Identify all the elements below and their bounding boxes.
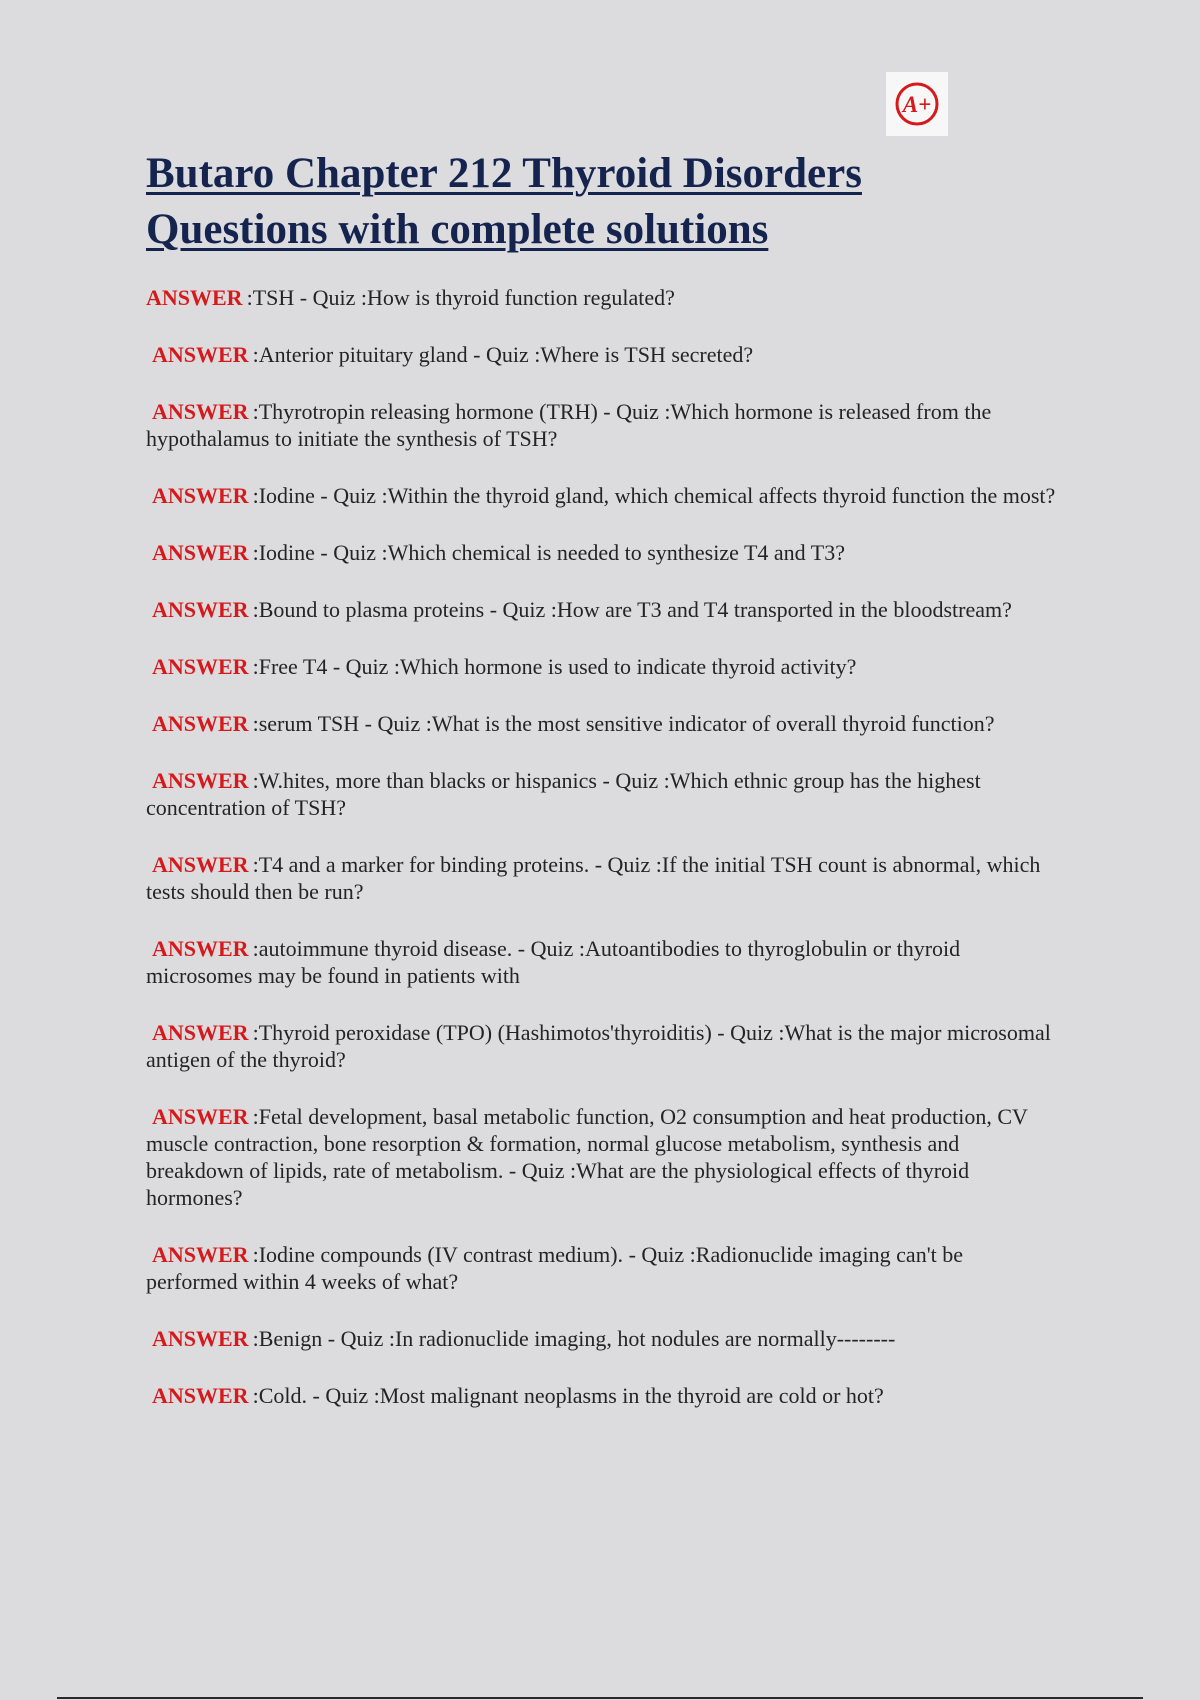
answer-text: Anterior pituitary gland <box>258 342 468 367</box>
answer-text: Iodine compounds (IV contrast medium). <box>258 1242 624 1267</box>
grade-logo <box>886 72 948 136</box>
answer-text: TSH <box>252 285 295 310</box>
qa-item: ANSWER :Fetal development, basal metabolic function, O2 consumption and heat production, CV muscle contraction, bone resorption & formation, normal glucose metabolism, synthesis and breakdown of lipids, rate of metabolism. - Quiz :What are the physiological effects of thyroid hormones? <box>146 1104 1028 1210</box>
answer-label: ANSWER <box>146 285 243 310</box>
quiz-text: In radionuclide imaging, hot nodules are normally-------- <box>394 1326 896 1351</box>
qa-item: ANSWER :T4 and a marker for binding proteins. - Quiz :If the initial TSH count is abnormal, which tests should then be run? <box>146 852 1041 904</box>
quiz-text: What is the most sensitive indicator of overall thyroid function? <box>431 711 995 736</box>
answer-text: Free T4 <box>258 654 328 679</box>
answer-label: ANSWER <box>152 597 249 622</box>
answer-label: ANSWER <box>152 540 249 565</box>
qa-item: ANSWER :Iodine compounds (IV contrast medium). - Quiz :Radionuclide imaging can't be performed within 4 weeks of what? <box>146 1242 964 1294</box>
qa-item: ANSWER :Bound to plasma proteins - Quiz :How are T3 and T4 transported in the bloodstream? <box>152 597 1012 622</box>
quiz-text: What is the major microsomal antigen of the thyroid? <box>146 1020 1051 1072</box>
answer-text: Thyroid peroxidase (TPO) (Hashimotos'thyroiditis) <box>258 1020 712 1045</box>
title-line-2: Questions with complete solutions <box>146 206 769 253</box>
answer-label: ANSWER <box>152 1326 249 1351</box>
answer-label: ANSWER <box>152 399 249 424</box>
answer-label: ANSWER <box>152 936 249 961</box>
logo-text: A+ <box>902 92 932 117</box>
answer-label: ANSWER <box>152 711 249 736</box>
quiz-text: Which chemical is needed to synthesize T4 and T3? <box>387 540 845 565</box>
answer-text: Fetal development, basal metabolic function, O2 consumption and heat production, CV muscle contraction, bone resorption & formation, normal glucose metabolism, synthesis and breakdown of lipids, rate of metabolism. <box>146 1104 1028 1183</box>
qa-item: ANSWER :W.hites, more than blacks or hispanics - Quiz :Which ethnic group has the highest concentration of TSH? <box>146 768 981 820</box>
title-line-1: Butaro Chapter 212 Thyroid Disorders <box>146 150 862 197</box>
qa-item: ANSWER :Cold. - Quiz :Most malignant neoplasms in the thyroid are cold or hot? <box>152 1383 884 1408</box>
answer-label: ANSWER <box>152 1242 249 1267</box>
quiz-text: How are T3 and T4 transported in the bloodstream? <box>556 597 1012 622</box>
answer-label: ANSWER <box>152 1383 249 1408</box>
footer-rule <box>57 1697 1143 1699</box>
quiz-text: Which hormone is used to indicate thyroid activity? <box>400 654 857 679</box>
qa-item: ANSWER :serum TSH - Quiz :What is the most sensitive indicator of overall thyroid function? <box>152 711 995 736</box>
answer-label: ANSWER <box>152 768 249 793</box>
quiz-text: Within the thyroid gland, which chemical affects thyroid function the most? <box>387 483 1056 508</box>
page-title <box>146 146 1056 258</box>
qa-item: ANSWER :Thyrotropin releasing hormone (TRH) - Quiz :Which hormone is released from the hypothalamus to initiate the synthesis of TSH? <box>146 399 992 451</box>
qa-item: ANSWER :Iodine - Quiz :Which chemical is needed to synthesize T4 and T3? <box>152 540 845 565</box>
answer-label: ANSWER <box>152 342 249 367</box>
answer-text: Bound to plasma proteins <box>258 597 485 622</box>
qa-list <box>146 284 1056 1409</box>
answer-label: ANSWER <box>152 1020 249 1045</box>
quiz-text: Which hormone is released from the hypothalamus to initiate the synthesis of TSH? <box>146 399 992 451</box>
quiz-text: Radionuclide imaging can't be performed within 4 weeks of what? <box>146 1242 964 1294</box>
quiz-text: What are the physiological effects of thyroid hormones? <box>146 1158 970 1210</box>
answer-text: Thyrotropin releasing hormone (TRH) <box>258 399 598 424</box>
answer-text: Cold. <box>258 1383 307 1408</box>
quiz-text: How is thyroid function regulated? <box>366 285 675 310</box>
answer-text: Benign <box>258 1326 323 1351</box>
qa-item: ANSWER :Iodine - Quiz :Within the thyroid gland, which chemical affects thyroid function the most? <box>152 483 1056 508</box>
answer-label: ANSWER <box>152 654 249 679</box>
quiz-text: Autoantibodies to thyroglobulin or thyroid microsomes may be found in patients with <box>146 936 961 988</box>
answer-label: ANSWER <box>152 1104 249 1129</box>
qa-item: ANSWER :Benign - Quiz :In radionuclide imaging, hot nodules are normally-------- <box>152 1326 896 1351</box>
answer-text: serum TSH <box>258 711 360 736</box>
qa-item: ANSWER :Thyroid peroxidase (TPO) (Hashimotos'thyroiditis) - Quiz :What is the major microsomal antigen of the thyroid? <box>146 1020 1051 1072</box>
quiz-text: If the initial TSH count is abnormal, which tests should then be run? <box>146 852 1041 904</box>
answer-text: Iodine <box>258 483 315 508</box>
a-plus-icon <box>892 79 942 129</box>
qa-item: ANSWER :autoimmune thyroid disease. - Quiz :Autoantibodies to thyroglobulin or thyroid microsomes may be found in patients with <box>146 936 961 988</box>
answer-text: W.hites, more than blacks or hispanics <box>258 768 597 793</box>
answer-text: autoimmune thyroid disease. <box>258 936 513 961</box>
answer-label: ANSWER <box>152 483 249 508</box>
qa-item: ANSWER :Anterior pituitary gland - Quiz :Where is TSH secreted? <box>152 342 754 367</box>
quiz-text: Which ethnic group has the highest concentration of TSH? <box>146 768 981 820</box>
quiz-text: Where is TSH secreted? <box>540 342 754 367</box>
document-body <box>146 146 1056 1439</box>
qa-item: ANSWER :Free T4 - Quiz :Which hormone is used to indicate thyroid activity? <box>152 654 857 679</box>
quiz-text: Most malignant neoplasms in the thyroid are cold or hot? <box>379 1383 884 1408</box>
qa-item: ANSWER :TSH - Quiz :How is thyroid function regulated? <box>146 285 675 310</box>
answer-text: T4 and a marker for binding proteins. <box>258 852 590 877</box>
answer-label: ANSWER <box>152 852 249 877</box>
answer-text: Iodine <box>258 540 315 565</box>
